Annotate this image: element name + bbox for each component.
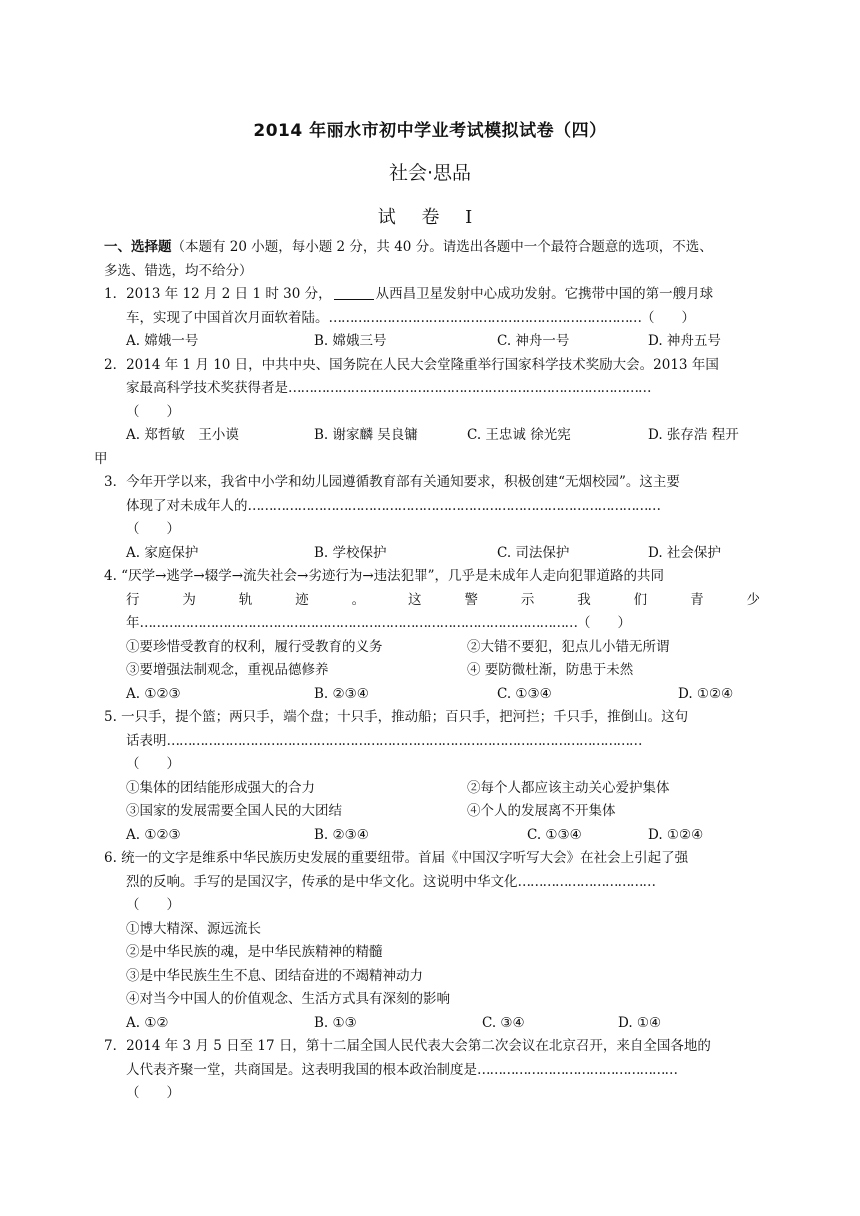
q5-item-2: ②每个人都应该主动关心爱护集体: [467, 779, 670, 796]
q7-stem: 7．2014 年 3 月 5 日至 17 日，第十二届全国人民代表大会第二次会议在北京召开，来自全国各地的: [104, 1038, 711, 1054]
q2-leader-dots: ……………………………………………………………………………: [288, 380, 651, 396]
q3-option-c: C. 司法保护: [497, 544, 570, 561]
q4-items-row2: [104, 659, 760, 683]
q1-stem-text: 车，实现了中国首次月面软着陆。: [126, 309, 329, 326]
q2-stem-cont: [104, 377, 760, 401]
q2-option-d-wrap: 甲: [94, 450, 108, 467]
q4-option-d: D. ①②④: [678, 685, 734, 702]
q5-item-1: ①集体的团结能形成强大的合力: [126, 779, 315, 796]
q1-stem: [104, 283, 760, 307]
q3-answer-paren: （ ）: [126, 521, 180, 537]
q6-item-3: ③是中华民族生生不息、团结奋进的不竭精神动力: [126, 967, 423, 984]
q4-word: 们: [633, 591, 648, 608]
q1-answer-blank: [334, 285, 374, 300]
q5-stem-text: 话表明: [126, 732, 167, 749]
q2-stem: 2．2014 年 1 月 10 日，中共中央、国务院在人民大会堂隆重举行国家科学技术奖励大会。2013 年国: [104, 356, 719, 373]
q4-option-a: A. ①②③: [126, 685, 181, 702]
section-heading: [104, 236, 760, 260]
q4-item-1: ①要珍惜受教育的权利，履行受教育的义务: [126, 638, 383, 655]
q4-word: 迹: [295, 591, 309, 608]
q1-option-a: A. 嫦娥一号: [126, 333, 199, 349]
q6-item-2: ②是中华民族的魂，是中华民族精神的精髓: [126, 944, 383, 960]
q4-option-c: C. ①③④: [497, 685, 552, 702]
q5-option-b: B. ②③④: [314, 826, 369, 843]
q4-options: [104, 683, 760, 707]
section-title: 一、选择题: [104, 239, 172, 255]
q3-option-a: A. 家庭保护: [126, 544, 199, 561]
q5-options: [104, 824, 760, 848]
section-instructions-cont: 多选、错选，均不给分）: [104, 262, 253, 279]
q5-item-3: ③国家的发展需要全国人民的大团结: [126, 803, 342, 819]
q6-stem-text: 烈的反响。手写的是国汉字，传承的是中华文化。这说明中华文化: [126, 873, 518, 890]
q5-option-c: C. ①③④: [527, 826, 582, 843]
q4-word: 我: [577, 591, 591, 608]
q4-answer-paren: （ ）: [577, 615, 631, 631]
q3-options: [104, 542, 760, 566]
q3-stem: 3．今年开学以来，我省中小学和幼儿园遵循教育部有关通知要求，积极创建“无烟校园”。这主要: [104, 474, 680, 490]
q5-stem: 5. 一只手，提个篮；两只手，端个盘；十只手，推动船；百只手，把河拦；千只手，推倒山。这句: [104, 709, 689, 725]
q6-stem: 6. 统一的文字是维系中华民族历史发展的重要纽带。首届《中国汉字听写大会》在社会上引起了强: [104, 850, 689, 866]
q4-word: 青: [690, 591, 704, 608]
q7-stem-text: 人代表齐聚一堂，共商国是。这表明我国的根本政治制度是: [126, 1061, 477, 1078]
q4-word: 少: [746, 591, 760, 608]
q7-answer-paren: （ ）: [126, 1085, 180, 1101]
q2-option-a: A. 郑哲敏 王小谟: [126, 427, 239, 443]
q4-word: 行: [126, 591, 140, 608]
q3-option-b: B. 学校保护: [314, 544, 387, 561]
q6-item-4: ④对当今中国人的价值观念、生活方式具有深刻的影响: [126, 991, 450, 1007]
q4-word: 示: [520, 591, 535, 608]
q1-stem-part1: 1．2013 年 12 月 2 日 1 时 30 分，: [104, 286, 332, 302]
paper-label: 试 卷 Ⅰ: [377, 207, 483, 228]
q1-option-c: C. 神舟一号: [497, 333, 570, 349]
q4-word: 。: [351, 591, 366, 608]
q1-option-b: B. 嫦娥三号: [314, 333, 387, 349]
q6-option-d: D. ①④: [618, 1014, 662, 1031]
q1-leader-dots: …………………………………………………………………: [328, 309, 641, 326]
q2-option-d: D. 张存浩 程开: [648, 427, 739, 443]
q4-word: 警: [464, 591, 478, 608]
question-list: [94, 236, 760, 1106]
q1-answer-paren: （ ）: [641, 309, 695, 326]
section-instructions: （本题有 20 小题，每小题 2 分，共 40 分。请选出各题中一个最符合题意的选项，不选、: [171, 239, 713, 255]
q3-leader-dots: ………………………………………………………………………………………: [247, 497, 660, 514]
exam-title: 2014 年丽水市初中学业考试模拟试卷（四）: [253, 121, 607, 141]
q4-stem-spread: [104, 589, 760, 613]
q4-item-2: ②大错不要犯，犯点儿小错无所谓: [467, 638, 670, 655]
q5-items-row1: [104, 777, 760, 801]
q4-option-b: B. ②③④: [314, 685, 369, 702]
q3-stem-text: 体现了对未成年人的: [126, 497, 248, 514]
q5-option-d: D. ①②④: [648, 826, 704, 843]
q2-options: [104, 424, 760, 448]
q3-option-d: D. 社会保护: [648, 544, 721, 561]
q4-item-4: ④ 要防微杜渐，防患于未然: [467, 662, 634, 678]
q5-leader-dots: ……………………………………………………………………………………………………: [166, 732, 642, 749]
q2-option-b: B. 谢家麟 吴良镛: [314, 427, 418, 443]
q5-stem-cont: [104, 730, 760, 754]
q4-word: 这: [408, 591, 422, 608]
q1-option-d: D. 神舟五号: [648, 333, 721, 349]
q5-answer-paren: （ ）: [126, 756, 180, 772]
q6-option-a: A. ①②: [126, 1014, 169, 1031]
q4-items-row1: [104, 636, 760, 660]
q4-leader-dots: ……………………………………………………………………………………………: [139, 615, 577, 631]
q6-answer-paren: （ ）: [126, 897, 180, 913]
q4-stem: 4. “厌学→逃学→辍学→流失社会→劣迹行为→违法犯罪”，几乎是未成年人走向犯罪道路的共同: [104, 568, 665, 584]
q4-stem-end: [104, 612, 760, 636]
q1-stem-cont: [104, 307, 760, 331]
q2-option-c: C. 王忠诚 徐光宪: [467, 427, 571, 443]
q6-option-b: B. ①③: [314, 1014, 357, 1031]
q2-answer-paren: （ ）: [126, 403, 180, 420]
q1-stem-part2: 从西昌卫星发射中心成功发射。它携带中国的第一艘月球: [375, 286, 714, 302]
q5-items-row2: [104, 800, 760, 824]
q1-options: [104, 330, 760, 354]
exam-subject: 社会·思品: [388, 162, 472, 184]
q7-leader-dots: …………………………………………: [477, 1061, 677, 1078]
q6-option-c: C. ③④: [482, 1014, 525, 1031]
q4-item-3: ③要增强法制观念，重视品德修养: [126, 662, 329, 678]
q7-stem-cont: [104, 1059, 760, 1083]
q3-stem-cont: [104, 495, 760, 519]
q5-option-a: A. ①②③: [126, 826, 181, 843]
q5-item-4: ④个人的发展离不开集体: [467, 803, 616, 819]
q6-leader-dots: ……………………………: [517, 873, 655, 890]
q2-stem-text: 家最高科学技术奖获得者是: [126, 380, 288, 396]
q4-word: 为: [182, 591, 196, 608]
q6-options: [104, 1012, 760, 1036]
q6-stem-cont: [104, 871, 760, 895]
q4-word: 轨: [238, 591, 253, 608]
q4-stem-text: 年: [126, 615, 140, 631]
q6-item-1: ①博大精深、源远流长: [126, 920, 261, 937]
